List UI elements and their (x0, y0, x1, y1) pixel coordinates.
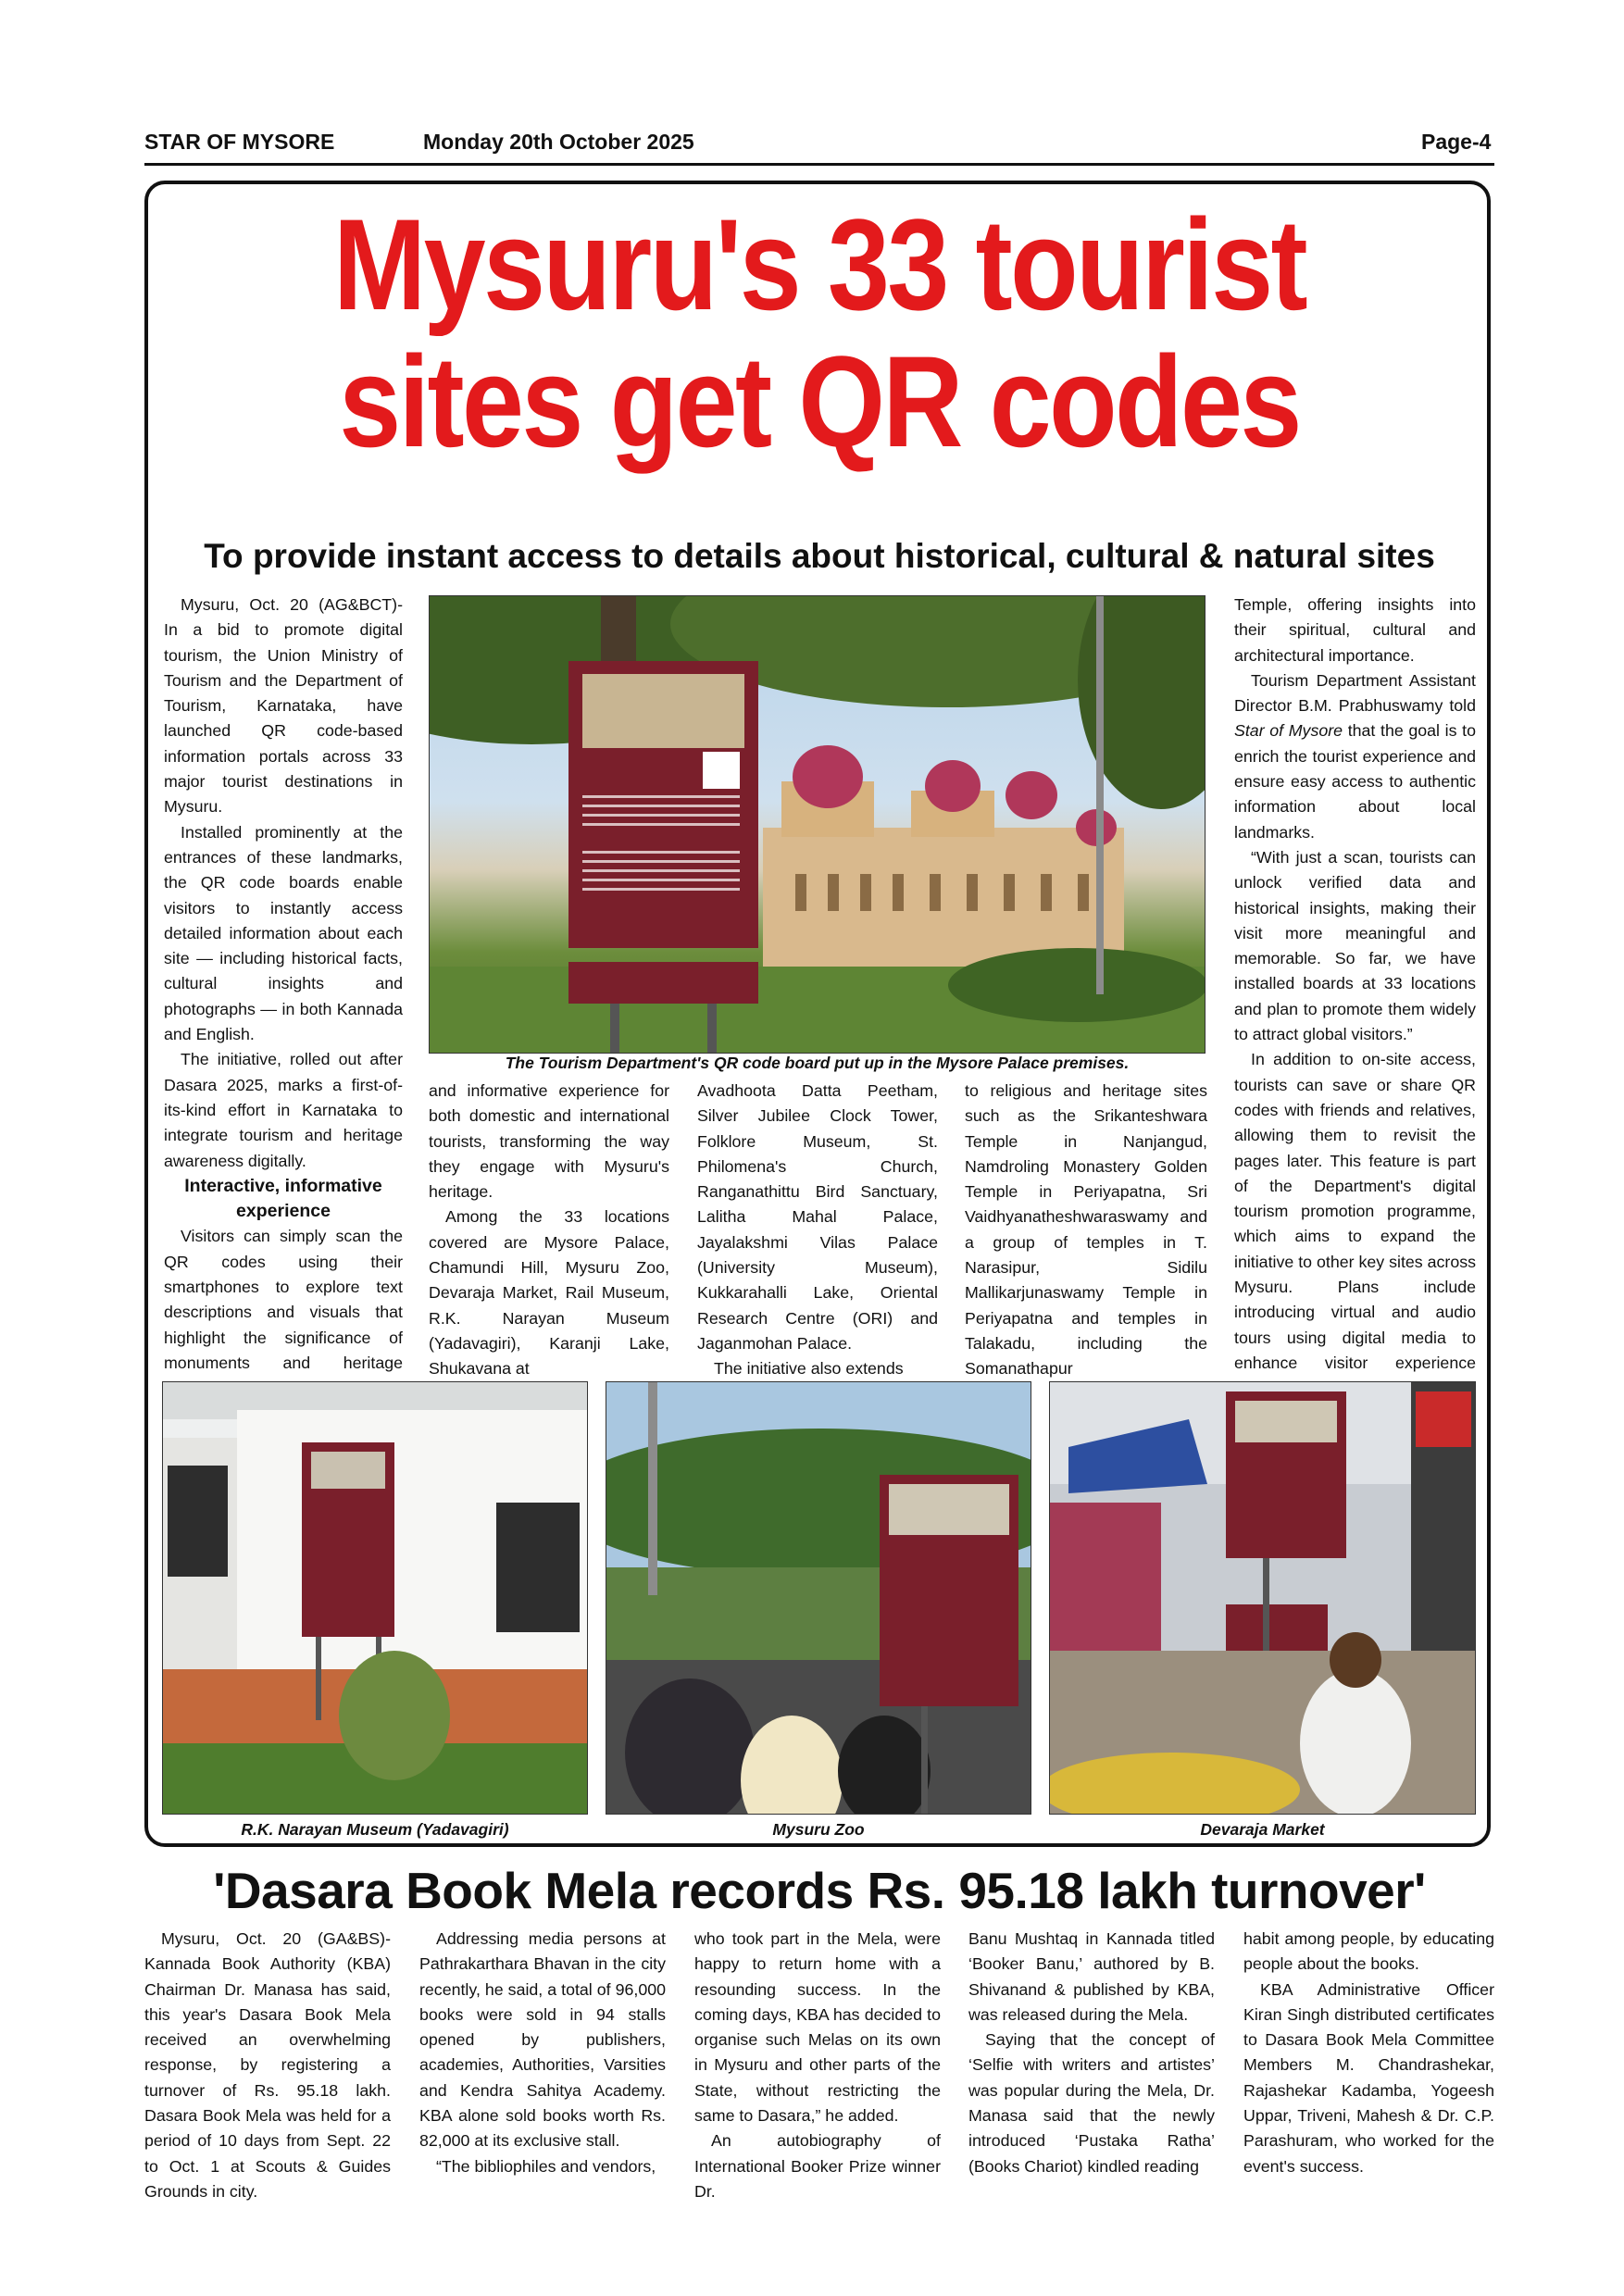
story-subhead: To provide instant access to details about historical, cultural & natural sites (204, 537, 1435, 575)
story-column-1 (164, 593, 403, 1427)
crosshead: Interactive, informative experience (184, 1175, 382, 1222)
mysuru-zoo-photo (606, 1381, 1031, 1815)
paragraph: to religious and heritage sites such as the Srikanteshwara Temple in Nanjangud, Namdroling Monastery Golden Temple in Periyapatna, Sri Vaidhyanatheshwaraswamy and a group of temples in T. Narasipur, Sidilu Mallikarjunaswamy Temple in Periyapatna and temples in Talakadu, including the Somanathapur (965, 1081, 1207, 1379)
headline-line-2: sites get QR codes (339, 329, 1300, 474)
paragraph: Temple, offering insights into their spiritual, cultural and architectural importance. (1234, 595, 1476, 665)
paragraph: The initiative, rolled out after Dasara 2025, marks a first-of-its-kind effort in Karnataka to integrate tourism and heritage awareness digitally. (164, 1050, 403, 1170)
text-span: that the goal is to enrich the tourist experience and ensure easy access to authentic information about local landmarks. (1234, 721, 1476, 842)
story-headline (239, 192, 1400, 474)
paragraph: Mysuru, Oct. 20 (GA&BS)- Kannada Book Authority (KBA) Chairman Dr. Manasa has said, this year's Dasara Book Mela received an overwhelming response, by registering a turnover of Rs. 95.18 lakh. Dasara Book Mela was held for a period of 10 days from Sept. 22 to Oct. 1 at Scouts & Guides Grounds in city. (144, 1929, 391, 2201)
masthead-rule (144, 163, 1494, 166)
mysore-palace-photo-illustration (430, 596, 1206, 1054)
headline-line-1: Mysuru's 33 tourist (332, 192, 1306, 337)
text-span: Tourism Department Assistant Director B.M. Prabhuswamy told (1234, 670, 1476, 716)
story2-column-4 (968, 1927, 1215, 2179)
paragraph: Visitors can simply scan the QR codes using their smartphones to explore text descriptions and visuals that highlight the significance of monuments and heritage (164, 1227, 403, 1372)
main-photo-caption: The Tourism Department's QR code board put up in the Mysore Palace premises. (505, 1054, 1130, 1072)
paragraph (1234, 668, 1476, 845)
masthead-paper-name: STAR OF MYSORE (144, 130, 335, 154)
devaraja-market-photo (1049, 1381, 1476, 1815)
paragraph: Installed prominently at the entrances of these landmarks, the QR code boards enable visitors to instantly access detailed information about each site — including historical facts, cultural insights and photographs — in both Kannada and English. (164, 822, 403, 1044)
photo-caption-rk-narayan-museum: R.K. Narayan Museum (Yadavagiri) (241, 1820, 509, 1839)
paragraph: who took part in the Mela, were happy to return home with a resounding success. In the coming days, KBA has decided to organise such Melas on its own in Mysuru and other parts of the State, without restricting the same to Dasara,” he added. (694, 1929, 941, 2126)
story-column-3 (697, 1079, 938, 1382)
newspaper-name: Star of Mysore (1234, 721, 1343, 741)
paragraph: The initiative also extends (714, 1359, 904, 1379)
paragraph: KBA Administrative Officer Kiran Singh distributed certificates to Dasara Book Mela Committee Members M. Chandrashekar, Rajashekar Kadamba, Yogeesh Uppar, Triveni, Mahesh & Dr. C.P. Parashuram, who worked for the event's success. (1243, 1979, 1494, 2176)
story-column-5 (1234, 593, 1476, 1402)
story2-column-2 (419, 1927, 666, 2179)
rk-narayan-museum-illustration (163, 1382, 588, 1815)
paragraph: habit among people, by educating people about the books. (1243, 1929, 1494, 1974)
photo-caption-devaraja-market: Devaraja Market (1200, 1820, 1325, 1839)
paragraph: “The bibliophiles and vendors, (436, 2156, 656, 2176)
paragraph: Avadhoota Datta Peetham, Silver Jubilee Clock Tower, Folklore Museum, St. Philomena's Church, Ranganathittu Bird Sanctuary, Lalitha Mahal Palace, Jayalakshmi Vilas Palace (University Museum), Kukkarahalli Lake, Oriental Research Centre (ORI) and Jaganmohan Palace. (697, 1081, 938, 1353)
page-number: Page-4 (1421, 130, 1492, 154)
story2-column-1 (144, 1927, 391, 2204)
paragraph: Mysuru, Oct. 20 (AG&BCT)- In a bid to promote digital tourism, the Union Ministry of Tourism and the Department of Tourism, Karnataka, have launched QR code-based information portals across 33 major tourist destinations in Mysuru. (164, 595, 403, 817)
paragraph: Saying that the concept of ‘Selfie with writers and artistes’ was popular during the Mela, Dr. Manasa said that the newly introduced ‘Pustaka Ratha’ (Books Chariot) kindled reading (968, 2030, 1215, 2176)
paragraph: In addition to on-site access, tourists can save or share QR codes with friends and relatives, allowing them to revisit the pages later. This feature is part of the Department's digital tourism promotion programme, which aims to expand the initiative to other key sites across Mysuru. Plans include introducing virtual and audio tours using digital media to enhance visitor experience (1234, 1050, 1476, 1372)
paragraph: Banu Mushtaq in Kannada titled ‘Booker Banu,’ authored by B. Shivanand & published by KBA, was released during the Mela. (968, 1929, 1215, 2024)
story-column-4 (965, 1079, 1207, 1382)
paragraph: Addressing media persons at Pathrakarthara Bhavan in the city recently, he said, a total of 96,000 books were sold in 94 stalls opened by publishers, academies, Authorities, Varsities and Kendra Sahitya Academy. KBA alone sold books worth Rs. 82,000 at its exclusive stall. (419, 1929, 666, 2151)
photo-caption-mysuru-zoo: Mysuru Zoo (772, 1820, 865, 1839)
mysore-palace-photo (429, 595, 1206, 1054)
paragraph: “With just a scan, tourists can unlock verified data and historical insights, making their visit more meaningful and memorable. So far, we have installed boards at 33 locations and plan to promote them widely to attract global visitors.” (1234, 847, 1476, 1044)
rk-narayan-museum-photo (162, 1381, 588, 1815)
devaraja-market-illustration (1050, 1382, 1476, 1815)
mysuru-zoo-illustration (606, 1382, 1031, 1815)
masthead-date: Monday 20th October 2025 (423, 130, 694, 154)
story2-column-3 (694, 1927, 941, 2204)
story2-column-5 (1243, 1927, 1494, 2179)
story-column-2 (429, 1079, 669, 1382)
story2-headline: 'Dasara Book Mela records Rs. 95.18 lakh turnover' (213, 1862, 1426, 1919)
paragraph: Among the 33 locations covered are Mysore Palace, Chamundi Hill, Mysuru Zoo, Devaraja Market, Rail Museum, R.K. Narayan Museum (Yadavagiri), Karanji Lake, Shukavana at (429, 1207, 669, 1379)
paragraph: and informative experience for both domestic and international tourists, transforming the way they engage with Mysuru's heritage. (429, 1081, 669, 1202)
paragraph: An autobiography of International Booker Prize winner Dr. (694, 2131, 941, 2201)
